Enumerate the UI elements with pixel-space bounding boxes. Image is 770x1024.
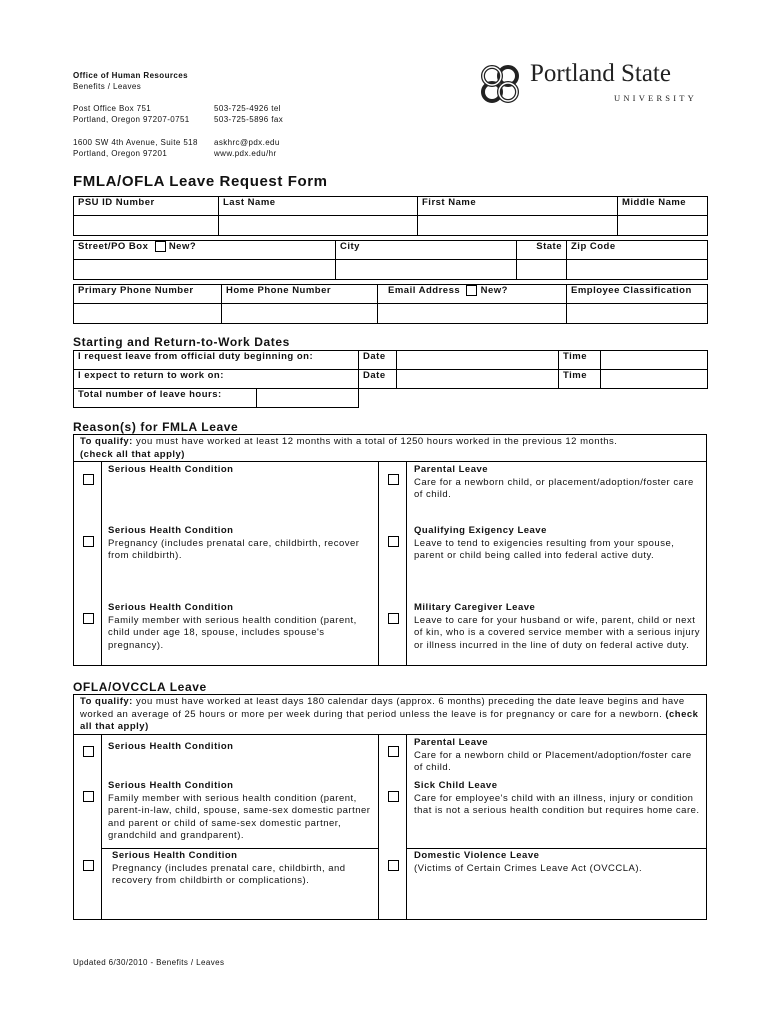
- phone-info: [214, 103, 283, 125]
- home-phone-field[interactable]: [222, 304, 378, 324]
- middle-name-label: Middle Name: [618, 197, 708, 216]
- email: askhrc@pdx.edu: [214, 138, 280, 147]
- email-new-label: New?: [480, 285, 508, 297]
- item-body: Care for a newborn child, or placement/adoption/foster care of child.: [414, 476, 694, 500]
- item-title: Parental Leave: [414, 464, 489, 475]
- item-title: Sick Child Leave: [414, 780, 498, 791]
- email-label: Email Address: [388, 285, 461, 297]
- leave-start-label: I request leave from official duty beginning on:: [74, 351, 359, 370]
- return-time-label: Time: [559, 370, 601, 389]
- item-title: Serious Health Condition: [108, 525, 234, 536]
- ofla-serious-self-checkbox[interactable]: [83, 746, 94, 757]
- fmla-qualify: [80, 436, 700, 461]
- psu-logo-mark-icon: [474, 58, 526, 110]
- dates-table: [73, 350, 708, 408]
- street-new-checkbox[interactable]: [155, 241, 166, 252]
- item-title: Serious Health Condition: [108, 464, 234, 475]
- return-label: I expect to return to work on:: [74, 370, 359, 389]
- item-title: Parental Leave: [414, 737, 489, 748]
- middle-name-field[interactable]: [618, 216, 708, 236]
- fax: 503-725-5896 fax: [214, 115, 284, 124]
- fmla-qualify-text: you must have worked at least 12 months with a total of 1250 hours worked in the previous 12 months.: [132, 436, 618, 447]
- primary-phone-field[interactable]: [74, 304, 222, 324]
- ofla-item-4: [414, 780, 702, 818]
- ofla-qualify-label: To qualify:: [80, 696, 133, 707]
- ofla-domestic-violence-checkbox[interactable]: [388, 860, 399, 871]
- divider: [101, 461, 102, 666]
- tel: 503-725-4926 tel: [214, 104, 281, 113]
- start-time-label: Time: [559, 351, 601, 370]
- ofla-item-6: [414, 850, 702, 875]
- item-body: Pregnancy (includes prenatal care, childbirth, and recovery from childbirth or complications).: [112, 862, 346, 886]
- ofla-item-3: [108, 780, 373, 843]
- last-name-field[interactable]: [219, 216, 418, 236]
- item-body: Leave to tend to exigencies resulting from your spouse, parent or child being called into federal active duty.: [414, 537, 675, 561]
- start-date-label: Date: [359, 351, 397, 370]
- fmla-heading: Reason(s) for FMLA Leave: [73, 420, 239, 434]
- po-box: Post Office Box 751: [73, 104, 152, 113]
- divider: [378, 461, 379, 666]
- ofla-heading: OFLA/OVCCLA Leave: [73, 680, 207, 694]
- fmla-parental-checkbox[interactable]: [388, 474, 399, 485]
- ofla-qualify: [80, 696, 700, 734]
- item-body: Care for a newborn child or Placement/adoption/foster care of child.: [414, 749, 692, 773]
- emp-class-label: Employee Classification: [567, 285, 708, 304]
- fmla-item-4: [414, 525, 702, 563]
- address-table: [73, 240, 708, 280]
- fmla-item-5: [108, 602, 373, 652]
- city-field[interactable]: [336, 260, 517, 280]
- fmla-check-all: (check all that apply): [80, 448, 185, 460]
- logo-wordmark: Portland State: [530, 60, 671, 87]
- total-hours-field[interactable]: [257, 389, 359, 408]
- home-phone-label: Home Phone Number: [222, 285, 378, 304]
- primary-phone-label: Primary Phone Number: [74, 285, 222, 304]
- item-body: Family member with serious health condition (parent, parent-in-law, child, spouse, same-sex domestic partner and parent or child of same-sex domestic partner, grandchild and grandparent).: [108, 792, 371, 841]
- street-address: [73, 137, 198, 159]
- divider: [407, 848, 707, 849]
- office-header: [73, 70, 188, 92]
- email-field[interactable]: [378, 304, 567, 324]
- web-info: [214, 137, 280, 159]
- fmla-qualify-label: To qualify:: [80, 436, 133, 447]
- email-cell: [378, 285, 567, 304]
- fmla-serious-self-checkbox[interactable]: [83, 474, 94, 485]
- city-label: City: [336, 241, 517, 260]
- office-name: Office of Human Resources: [73, 71, 188, 80]
- start-time-field[interactable]: [601, 351, 708, 370]
- item-title: Serious Health Condition: [108, 741, 234, 752]
- divider: [101, 734, 102, 920]
- return-date-field[interactable]: [397, 370, 559, 389]
- state-label: State: [517, 241, 567, 260]
- item-title: Military Caregiver Leave: [414, 602, 536, 613]
- item-body: Leave to care for your husband or wife, parent, child or next of kin, who is a covered service member with a serious injury or illness incurred in the line of duty on federal active duty.: [414, 614, 701, 651]
- fmla-item-2: [414, 464, 702, 502]
- office-dept: Benefits / Leaves: [73, 82, 142, 91]
- divider: [102, 848, 378, 849]
- email-new-checkbox[interactable]: [466, 285, 477, 296]
- fmla-item-6: [414, 602, 702, 652]
- item-title: Serious Health Condition: [108, 602, 234, 613]
- psu-id-field[interactable]: [74, 216, 219, 236]
- ofla-item-5: [112, 850, 374, 888]
- return-date-label: Date: [359, 370, 397, 389]
- street-city: Portland, Oregon 97201: [73, 149, 168, 158]
- fmla-family-checkbox[interactable]: [83, 613, 94, 624]
- first-name-field[interactable]: [418, 216, 618, 236]
- street-cell: [74, 241, 336, 260]
- ofla-pregnancy-checkbox[interactable]: [83, 860, 94, 871]
- ofla-item-1: [108, 741, 373, 754]
- psu-id-label: PSU ID Number: [74, 197, 219, 216]
- zip-label: Zip Code: [567, 241, 708, 260]
- emp-class-field[interactable]: [567, 304, 708, 324]
- first-name-label: First Name: [418, 197, 618, 216]
- ofla-item-2: [414, 737, 702, 775]
- item-title: Domestic Violence Leave: [414, 850, 540, 861]
- item-title: Qualifying Exigency Leave: [414, 525, 547, 536]
- item-title: Serious Health Condition: [108, 780, 234, 791]
- ofla-family-checkbox[interactable]: [83, 791, 94, 802]
- start-date-field[interactable]: [397, 351, 559, 370]
- divider: [73, 461, 707, 462]
- state-field[interactable]: [517, 260, 567, 280]
- fmla-pregnancy-checkbox[interactable]: [83, 536, 94, 547]
- psu-logo: [474, 58, 526, 115]
- form-title: FMLA/OFLA Leave Request Form: [73, 173, 328, 190]
- fmla-exigency-checkbox[interactable]: [388, 536, 399, 547]
- item-title: Serious Health Condition: [112, 850, 238, 861]
- ofla-parental-checkbox[interactable]: [388, 746, 399, 757]
- fmla-military-checkbox[interactable]: [388, 613, 399, 624]
- fmla-item-1: [108, 464, 373, 477]
- ofla-check-all: (check all that apply): [80, 708, 699, 732]
- return-time-field[interactable]: [601, 370, 708, 389]
- item-body: Care for employee's child with an illness, injury or condition that is not a serious health condition but requires home care.: [414, 792, 700, 816]
- zip-field[interactable]: [567, 260, 708, 280]
- mailing-address: [73, 103, 190, 125]
- street-field[interactable]: [74, 260, 336, 280]
- divider: [406, 734, 407, 920]
- last-name-label: Last Name: [219, 197, 418, 216]
- item-body: Family member with serious health condition (parent, child under age 18, spouse, includes spouse's pregnancy).: [108, 614, 357, 651]
- street: 1600 SW 4th Avenue, Suite 518: [73, 138, 198, 147]
- po-city: Portland, Oregon 97207-0751: [73, 115, 190, 124]
- item-body: (Victims of Certain Crimes Leave Act (OVCCLA).: [414, 862, 643, 874]
- logo-subtitle: UNIVERSITY: [614, 93, 697, 103]
- footer-text: Updated 6/30/2010 - Benefits / Leaves: [73, 958, 225, 967]
- divider: [73, 734, 707, 735]
- item-body: Pregnancy (includes prenatal care, childbirth, recover from childbirth).: [108, 537, 360, 561]
- fmla-item-3: [108, 525, 373, 563]
- total-hours-label: Total number of leave hours:: [74, 389, 257, 408]
- street-label: Street/PO Box: [78, 241, 149, 253]
- street-new-label: New?: [168, 241, 197, 253]
- dates-heading: Starting and Return-to-Work Dates: [73, 335, 290, 349]
- ofla-qualify-text: you must have worked at least days 180 calendar days (approx. 6 months) preceding the date leave begins and have worked an average of 25 hours or more per week during that period unless the leave is for pregnancy or care for a newborn.: [80, 696, 685, 720]
- phone-table: [73, 284, 708, 324]
- web: www.pdx.edu/hr: [214, 149, 277, 158]
- divider: [406, 461, 407, 666]
- ofla-sick-child-checkbox[interactable]: [388, 791, 399, 802]
- name-table: [73, 196, 708, 236]
- divider: [378, 734, 379, 920]
